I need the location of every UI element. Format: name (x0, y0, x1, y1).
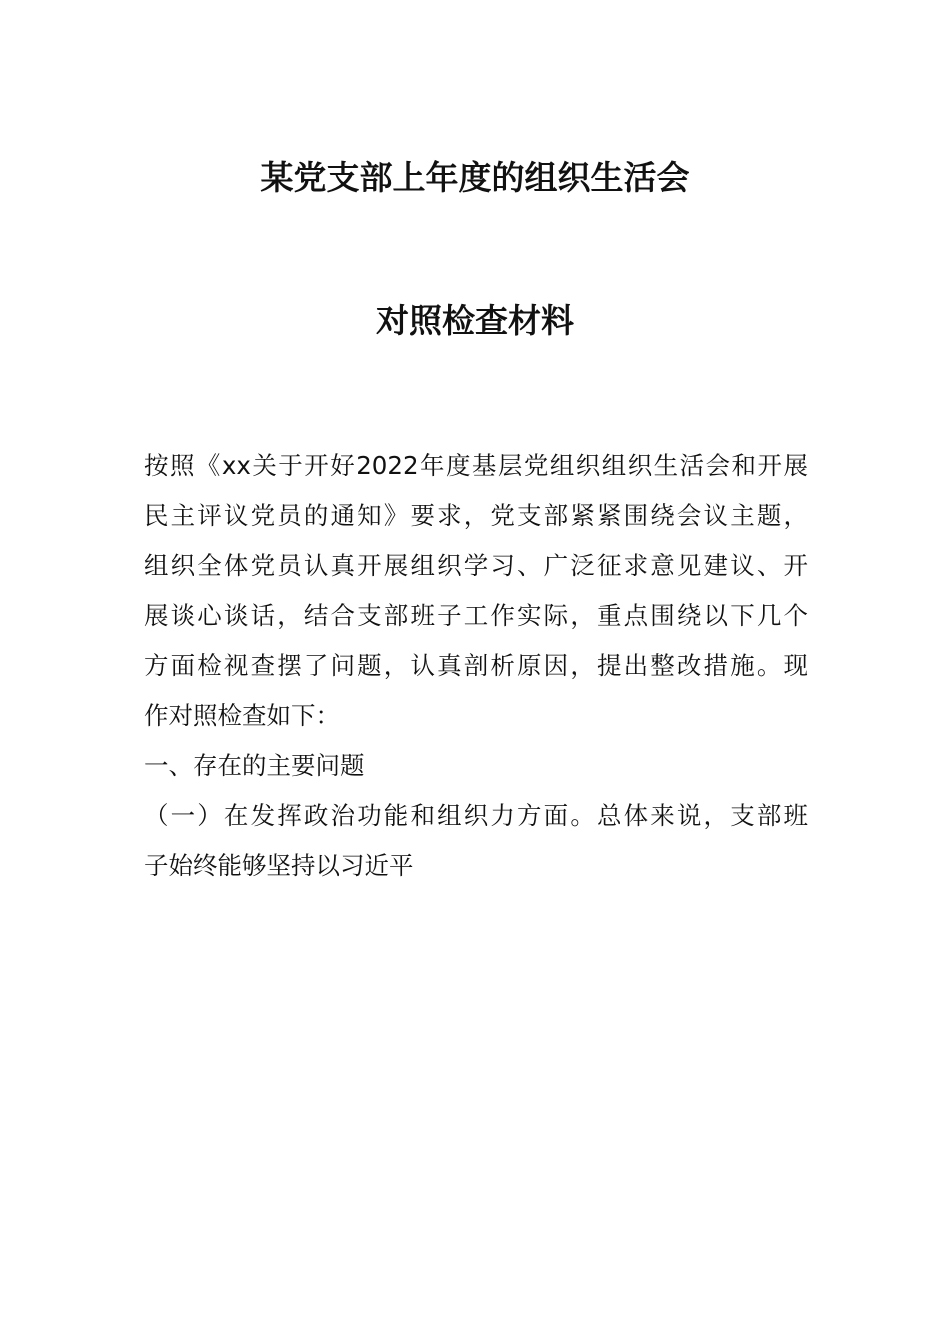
body-line: 组织全体党员认真开展组织学习、广泛征求意见建议、开 (144, 551, 808, 580)
body-line: 作对照检查如下： (144, 701, 340, 730)
document-title-line-1: 某党支部上年度的组织生活会 (260, 158, 690, 197)
section-heading: 一、存在的主要问题 (144, 751, 365, 780)
body-line: 子始终能够坚持以习近平 (144, 851, 414, 880)
document-title-line-2: 对照检查材料 (376, 301, 574, 340)
document-body (144, 441, 808, 891)
body-line: 展谈心谈话，结合支部班子工作实际，重点围绕以下几个 (144, 601, 808, 630)
body-line: 民主评议党员的通知》要求，党支部紧紧围绕会议主题， (144, 501, 808, 530)
body-line: （一）在发挥政治功能和组织力方面。总体来说，支部班 (144, 801, 808, 830)
body-line: 方面检视查摆了问题，认真剖析原因，提出整改措施。现 (144, 651, 808, 680)
body-line: 按照《xx关于开好2022年度基层党组织组织生活会和开展 (144, 451, 808, 480)
